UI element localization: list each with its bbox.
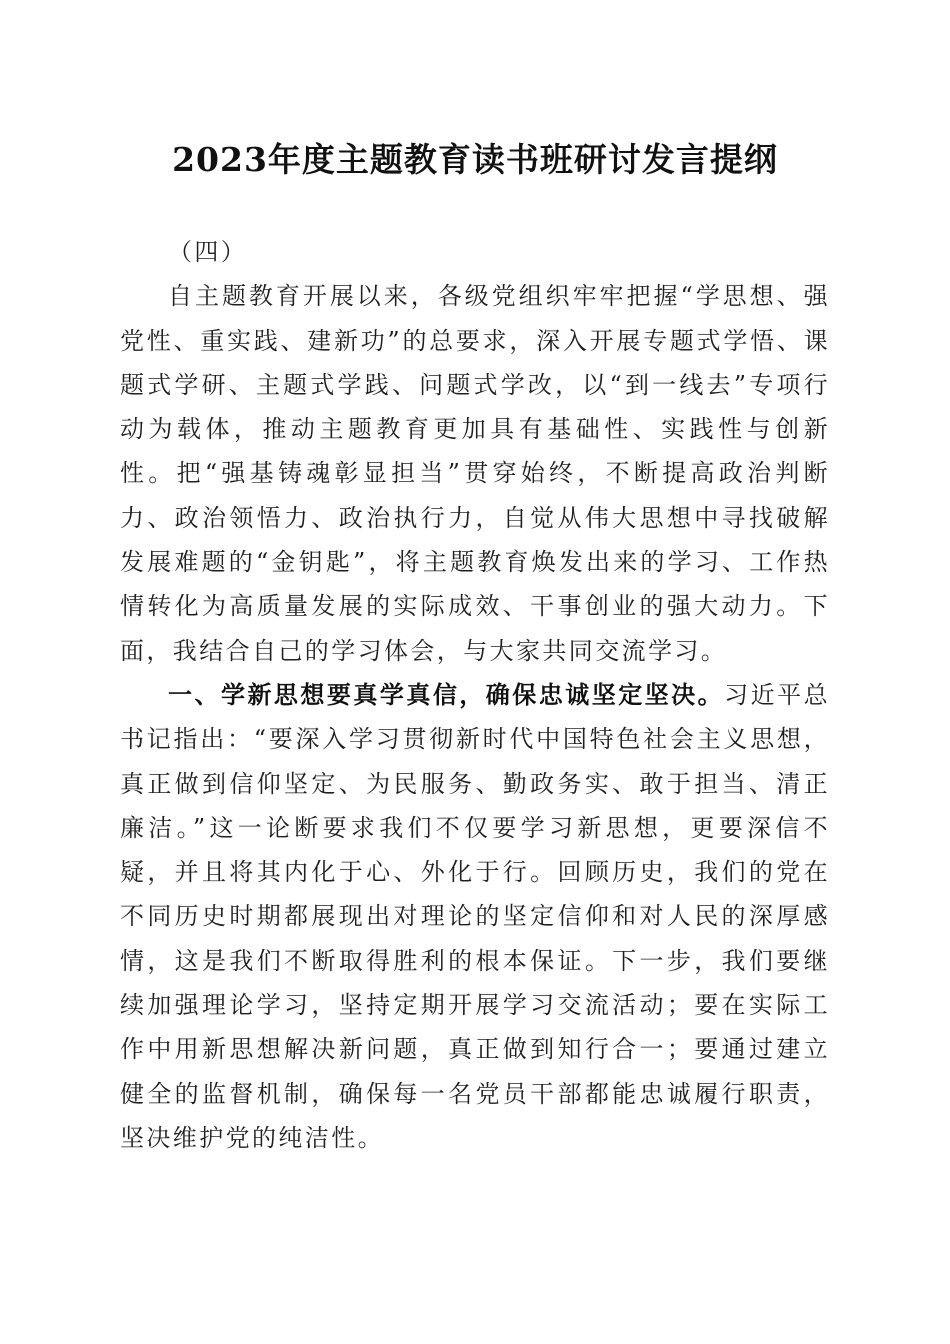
- intro-paragraph: [120, 274, 830, 673]
- document-title: 2023年度主题教育读书班研讨发言提纲: [172, 140, 778, 179]
- intro-paragraph-text: 自主题教育开展以来，各级党组织牢牢把握“学思想、强党性、重实践、建新功”的总要求，深入开展专题式学悟、课题式学研、主题式学践、问题式学改，以“到一线去”专项行动为载体，推动主题教育更加具有基础性、实践性与创新性。把“强基铸魂彰显担当”贯穿始终，不断提高政治判断力、政治领悟力、政治执行力，自觉从伟大思想中寻找破解发展难题的“金钥匙”，将主题教育焕发出来的学习、工作热情转化为高质量发展的实际成效、干事创业的强大动力。下面，我结合自己的学习体会，与大家共同交流学习。: [120, 282, 830, 665]
- section-number: （四）: [168, 238, 248, 266]
- section-one-paragraph: [120, 673, 830, 1160]
- section-one-text: 习近平总书记指出：“要深入学习贯彻新时代中国特色社会主义思想，真正做到信仰坚定、为民服务、勤政务实、敢于担当、清正廉洁。”这一论断要求我们不仅要学习新思想，更要深信不疑，并且将其内化于心、外化于行。回顾历史，我们的党在不同历史时期都展现出对理论的坚定信仰和对人民的深厚感情，这是我们不断取得胜利的根本保证。下一步，我们要继续加强理论学习，坚持定期开展学习交流活动；要在实际工作中用新思想解决新问题，真正做到知行合一；要通过建立健全的监督机制，确保每一名党员干部都能忠诚履行职责，坚决维护党的纯洁性。: [120, 680, 830, 1152]
- section-one-heading: 一、学新思想要真学真信，确保忠诚坚定坚决。: [168, 680, 725, 709]
- document-body: [120, 230, 830, 1160]
